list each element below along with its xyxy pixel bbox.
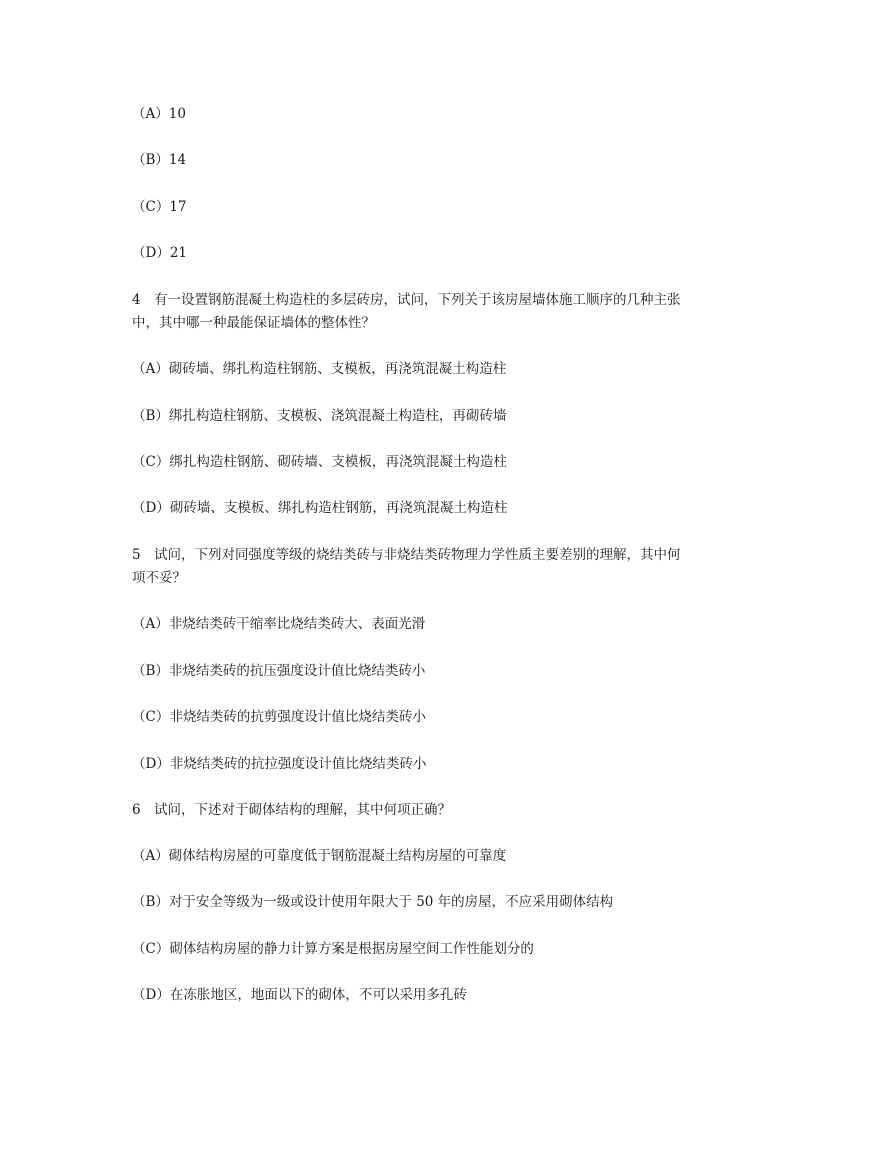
q5-option-c: （C）非烧结类砖的抗剪强度设计值比烧结类砖小 — [132, 709, 426, 725]
q4-option-d: （D）砌砖墙、支模板、绑扎构造柱钢筋，再浇筑混凝土构造柱 — [132, 500, 508, 516]
q6-option-a: （A）砌体结构房屋的可靠度低于钢筋混凝土结构房屋的可靠度 — [132, 848, 507, 864]
q5-stem — [132, 543, 772, 567]
q3-option-d: （D）21 — [132, 245, 188, 261]
q6-number: 6 — [132, 802, 141, 818]
q5-number: 5 — [132, 547, 141, 563]
q3-option-b: （B）14 — [132, 152, 187, 168]
q6-stem — [132, 798, 772, 822]
q4-stem — [132, 288, 772, 312]
q4-option-a: （A）砌砖墙、绑扎构造柱钢筋、支模板，再浇筑混凝土构造柱 — [132, 361, 507, 377]
q4-stem-line1: 有一设置钢筋混凝土构造柱的多层砖房，试问，下列关于该房屋墙体施工顺序的几种主张 — [154, 292, 681, 308]
q5-stem-line2: 项不妥？ — [132, 570, 186, 586]
q5-option-b: （B）非烧结类砖的抗压强度设计值比烧结类砖小 — [132, 663, 426, 679]
q6-option-c: （C）砌体结构房屋的静力计算方案是根据房屋空间工作性能划分的 — [132, 941, 534, 957]
q4-stem-line2: 中，其中哪一种最能保证墙体的整体性？ — [132, 315, 375, 331]
q3-option-c: （C）17 — [132, 199, 187, 215]
q5-stem-line1: 试问，下列对同强度等级的烧结类砖与非烧结类砖物理力学性质主要差别的理解，其中何 — [154, 547, 681, 563]
q5-option-a: （A）非烧结类砖干缩率比烧结类砖大、表面光滑 — [132, 616, 426, 632]
q6-option-b: （B）对于安全等级为一级或设计使用年限大于 50 年的房屋，不应采用砌体结构 — [132, 894, 614, 910]
q3-option-a: （A）10 — [132, 106, 186, 122]
q4-option-b: （B）绑扎构造柱钢筋、支模板、浇筑混凝土构造柱，再砌砖墙 — [132, 408, 507, 424]
q6-option-d: （D）在冻胀地区，地面以下的砌体，不可以采用多孔砖 — [132, 987, 467, 1003]
q6-stem-line1: 试问，下述对于砌体结构的理解，其中何项正确？ — [154, 802, 451, 818]
q4-option-c: （C）绑扎构造柱钢筋、砌砖墙、支模板，再浇筑混凝土构造柱 — [132, 454, 507, 470]
q4-number: 4 — [132, 292, 141, 308]
q5-option-d: （D）非烧结类砖的抗拉强度设计值比烧结类砖小 — [132, 756, 427, 772]
